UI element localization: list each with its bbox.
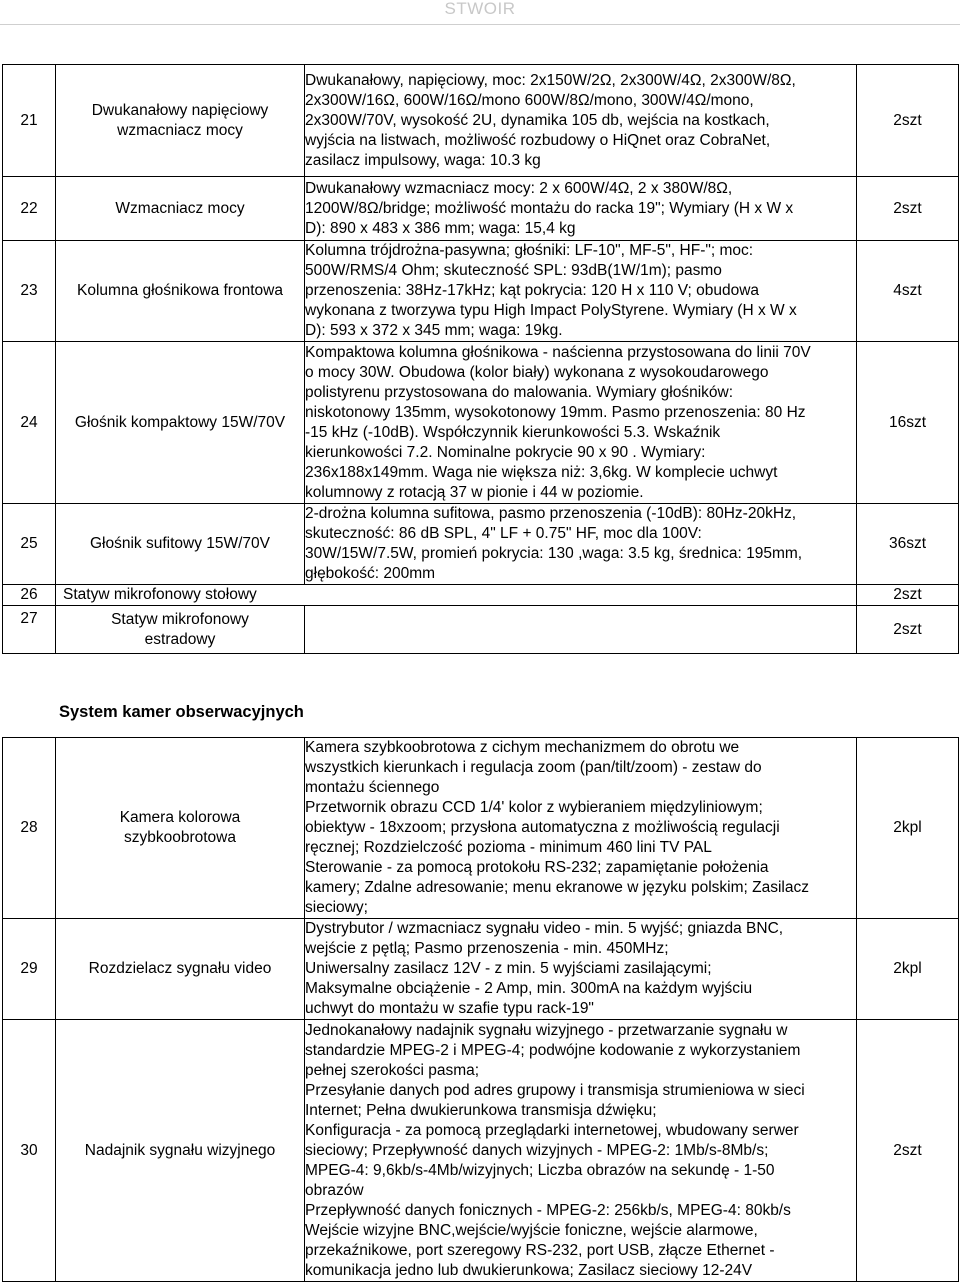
table-row [3,606,959,654]
description-line: 500W/RMS/4 Ohm; skuteczność SPL: 93dB(1W/1m); pasmo [305,262,722,279]
description-line: głębokość: 200mm [305,565,436,582]
item-quantity: 2kpl [857,738,959,919]
item-name [56,738,305,919]
item-quantity: 2szt [857,177,959,241]
description-line: niskotonowy 135mm, wysokotonowy 19mm. Pasmo przenoszenia: 80 Hz [305,403,806,421]
description-line: sieciowy; Przepływność danych wizyjnych - MPEG-2: 1Mb/s-8Mb/s; [305,1142,769,1159]
description-line: 1200W/8Ω/bridge; możliwość montażu do racka 19"; Wymiary (H x W x [305,199,794,217]
description-line: 236x188x149mm. Waga nie większa niż: 3,6kg. W komplecie uchwyt [305,463,778,481]
table-row [3,919,959,1020]
description-line: D): 593 x 372 x 345 mm; waga: 19kg. [305,322,563,339]
item-description [305,241,857,342]
description-line: Przesyłanie danych pod adres grupowy i transmisja strumieniowa w sieci [305,1082,805,1099]
item-name-line: Głośnik sufitowy 15W/70V [89,535,271,552]
description-line: Kamera szybkoobrotowa z cichym mechanizmem do obrotu we [305,739,740,756]
description-line: obiektyw - 18xzoom; przysłona automatyczna z możliwością regulacji [305,819,780,836]
description-line: kierunkowości 7.2. Nominalne pokrycie 90 x 90 . Wymiary: [305,443,706,461]
description-line: wyjścia na listwach, możliwość rozbudowy o HiQnet oraz CobraNet, [305,131,771,149]
item-name [56,342,305,504]
description-line: standardzie MPEG-2 i MPEG-4; podwójne kodowanie z wykorzystaniem [305,1042,801,1059]
description-line: pełnej szerokości pasma; [305,1062,480,1079]
description-line: uchwyt do montażu w szafie typu rack-19" [305,1000,594,1017]
description-line: obrazów [305,1182,364,1199]
description-line: Kompaktowa kolumna głośnikowa - naścienna przystosowana do linii 70V [305,343,811,361]
description-line: Wejście wizyjne BNC,wejście/wyjście foniczne, wejście alarmowe, [305,1222,758,1239]
item-name-line: Nadajnik sygnału wizyjnego [84,1141,276,1159]
item-quantity: 16szt [857,342,959,504]
item-description [305,65,857,177]
row-number: 25 [3,504,56,585]
section-title: System kamer obserwacyjnych [59,703,304,721]
description-line: 30W/15W/7.5W, promień pokrycia: 130 ,waga: 3.5 kg, średnica: 195mm, [305,545,803,562]
header-brand: STWOIR [444,0,516,18]
description-line: MPEG-4: 9,6kb/s-4Mb/wizyjnych; Liczba obrazów na sekundę - 1-50 [305,1162,775,1179]
description-line: przekaźnikowe, port szeregowy RS-232, port USB, złącze Ethernet - [305,1242,775,1259]
item-name-line: Kamera kolorowa [119,809,241,826]
row-number: 27 [3,606,56,654]
item-name [56,919,305,1020]
description-line: Sterowanie - za pomocą protokołu RS-232; zapamiętanie położenia [305,859,769,876]
description-line: Internet; Pełna dwukierunkowa transmisja dźwięku; [305,1102,657,1119]
item-name-line: estradowy [144,630,216,648]
table-row [3,65,959,177]
item-name [56,606,305,654]
row-number: 22 [3,177,56,241]
description-line: zasilacz impulsowy, waga: 10.3 kg [305,151,541,169]
item-description [305,1020,857,1282]
item-name [56,1020,305,1282]
description-line: Konfiguracja - za pomocą przeglądarki internetowej, wbudowany serwer [305,1122,799,1139]
table-row [3,177,959,241]
row-number: 28 [3,738,56,919]
item-name-line: Kolumna głośnikowa frontowa [77,282,283,299]
table-row [3,1020,959,1282]
item-description [305,919,857,1020]
description-line: Maksymalne obciążenie - 2 Amp, min. 300mA na każdym wyjściu [305,980,753,997]
empty-cell [305,606,857,654]
equipment-table-audio [2,64,959,654]
row-number: 23 [3,241,56,342]
item-description [305,504,857,585]
description-line: Dwukanałowy, napięciowy, moc: 2x150W/2Ω, 2x300W/4Ω, 2x300W/8Ω, [305,71,796,89]
description-line: Dystrybutor / wzmacniacz sygnału video - min. 5 wyjść; gniazda BNC, [305,920,784,937]
item-name-line: Głośnik kompaktowy 15W/70V [74,413,286,431]
description-line: 2x300W/16Ω, 600W/16Ω/mono 600W/8Ω/mono, 300W/4Ω/mono, [305,91,754,109]
description-line: sieciowy; [305,899,368,916]
description-line: wszystkich kierunkach i regulacja zoom (pan/tilt/zoom) - zestaw do [305,759,762,776]
item-quantity: 2kpl [857,919,959,1020]
table-row [3,241,959,342]
description-line: skuteczność: 86 dB SPL, 4" LF + 0.75" HF, moc dla 100V: [305,525,702,542]
table-row [3,504,959,585]
item-quantity: 2szt [857,606,959,654]
row-number: 24 [3,342,56,504]
description-line: ręcznej; Rozdzielczość pozioma - minimum 460 lini TV PAL [305,839,712,856]
item-name [56,504,305,585]
row-number: 26 [3,585,56,606]
table-row [3,585,959,606]
description-line: przenoszenia: 38Hz-17kHz; kąt pokrycia: 120 H x 110 V; obudowa [305,282,760,299]
item-name-line: Statyw mikrofonowy [111,610,249,628]
table-row [3,738,959,919]
description-line: o mocy 30W. Obudowa (kolor biały) wykonana z wysokoudarowego [305,363,769,381]
description-line: wejście z pętlą; Pasmo przenoszenia - min. 450MHz; [305,940,669,957]
item-name [56,241,305,342]
row-number: 29 [3,919,56,1020]
table-row [3,342,959,504]
header-divider [0,24,960,25]
item-name [56,65,305,177]
description-line: kolumnowy z rotacją 37 w pionie i 44 w poziomie. [305,483,644,501]
item-description [305,177,857,241]
description-line: kamery; Zdalne adresowanie; menu ekranowe w języku polskim; Zasilacz [305,879,809,896]
description-line: komunikacja jedno lub dwukierunkowa; Zasilacz sieciowy 12-24V [305,1262,753,1279]
item-quantity: 2szt [857,65,959,177]
row-number: 21 [3,65,56,177]
description-line: Kolumna trójdrożna-pasywna; głośniki: LF-10", MF-5", HF-"; moc: [305,242,754,259]
description-line: Przepływność danych fonicznych - MPEG-2: 256kb/s, MPEG-4: 80kb/s [305,1202,791,1219]
item-quantity: 4szt [857,241,959,342]
description-line: Dwukanałowy wzmacniacz mocy: 2 x 600W/4Ω, 2 x 380W/8Ω, [305,179,733,197]
item-name-line: Wzmacniacz mocy [115,199,245,217]
description-line: 2x300W/70V, wysokość 2U, dynamika 105 db, wejścia na kostkach, [305,111,770,129]
description-line: D): 890 x 483 x 386 mm; waga: 15,4 kg [305,219,576,237]
description-line: Przetwornik obrazu CCD 1/4' kolor z wybieraniem międzyliniowym; [305,799,763,816]
item-name-line: Rozdzielacz sygnału video [88,960,272,977]
row-number: 30 [3,1020,56,1282]
description-line: Jednokanałowy nadajnik sygnału wizyjnego - przetwarzanie sygnału w [305,1022,788,1039]
description-line: Uniwersalny zasilacz 12V - z min. 5 wyjściami zasilającymi; [305,960,712,977]
item-description [305,738,857,919]
description-line: -15 kHz (-10dB). Współczynnik kierunkowości 5.3. Wskaźnik [305,423,721,441]
description-line: 2-drożna kolumna sufitowa, pasmo przenoszenia (-10dB): 80Hz-20kHz, [305,505,797,522]
equipment-table-cameras [2,737,959,1282]
item-name-line: szybkoobrotowa [123,829,236,846]
item-name-line: wzmacniacz mocy [117,121,243,139]
item-name-line: Dwukanałowy napięciowy [91,101,269,119]
description-line: wykonana z tworzywa typu High Impact PolyStyrene. Wymiary (H x W x [305,302,797,319]
description-line: polistyrenu przystosowana do malowania. Wymiary głośników: [305,383,734,401]
item-quantity: 2szt [857,1020,959,1282]
item-quantity: 36szt [857,504,959,585]
item-description [305,342,857,504]
item-name: Statyw mikrofonowy stołowy [56,585,857,606]
description-line: montażu ściennego [305,779,440,796]
item-quantity: 2szt [857,585,959,606]
item-name [56,177,305,241]
